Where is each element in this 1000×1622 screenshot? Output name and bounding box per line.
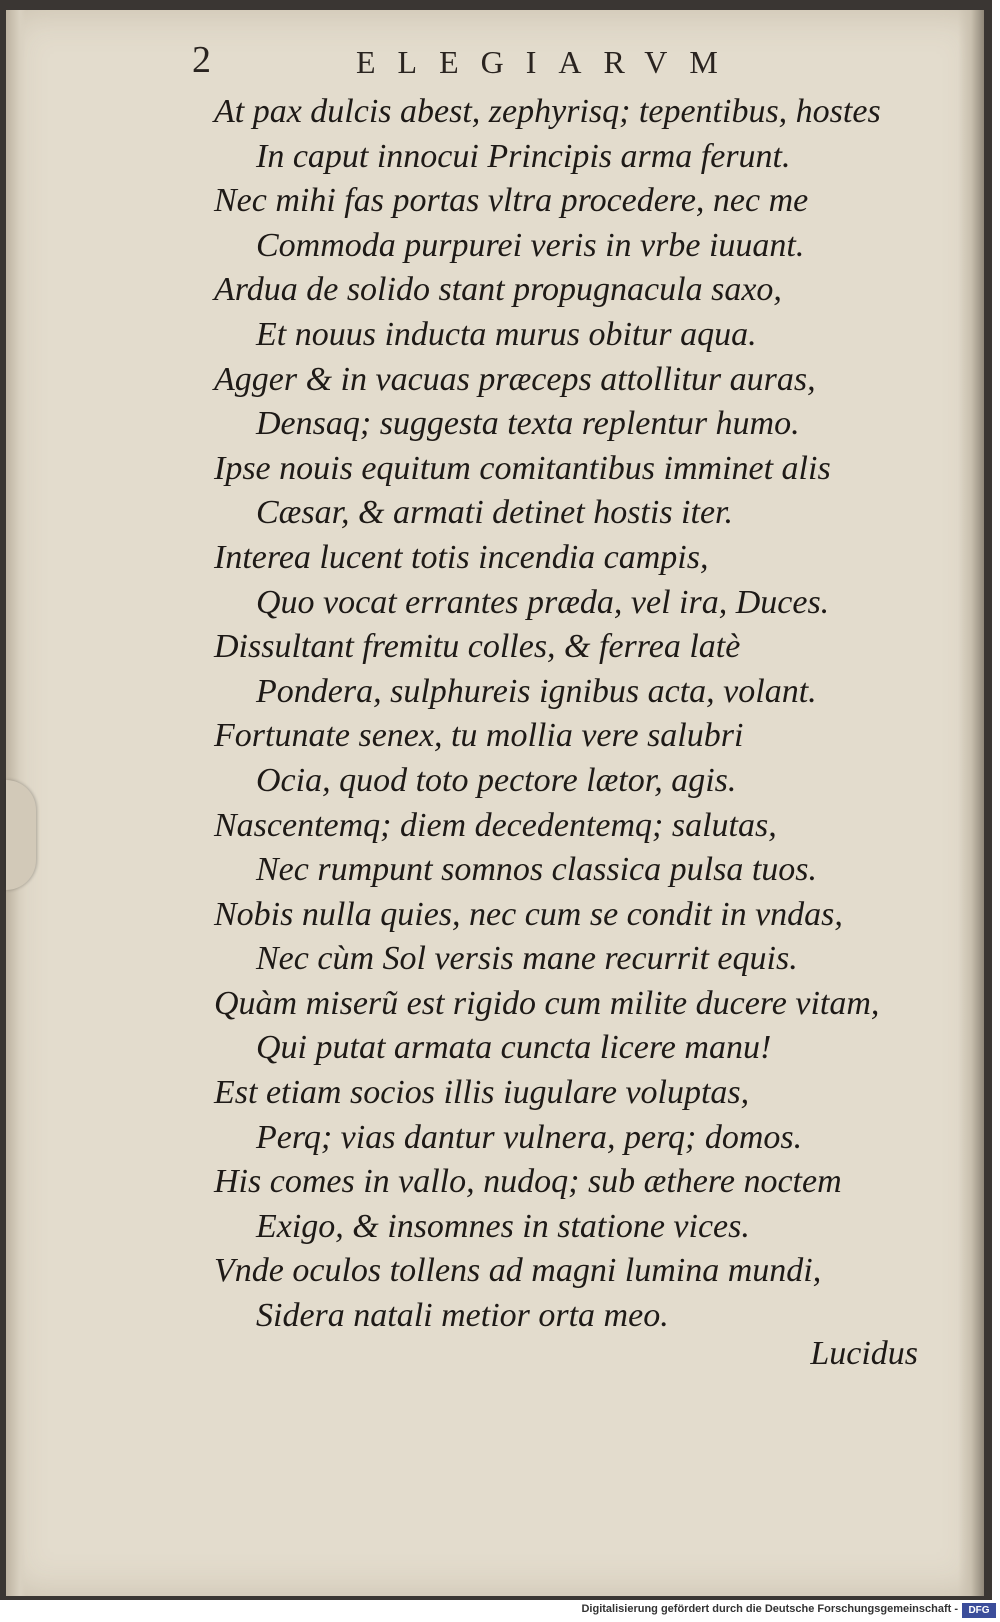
- page-number: 2: [192, 39, 211, 81]
- verse-line-pentameter: Commoda purpurei veris in vrbe iuuant.: [256, 226, 805, 264]
- dfg-logo-icon: DFG: [962, 1603, 996, 1618]
- poem-text: [214, 90, 944, 1339]
- verse-line-hexameter: Vnde oculos tollens ad magni lumina mundi,: [214, 1252, 822, 1290]
- verse-line-pentameter: Densaq; suggesta texta replentur humo.: [256, 405, 800, 443]
- verse-line-pentameter: Pondera, sulphureis ignibus acta, volant.: [256, 672, 817, 710]
- verse-line-pentameter: Perq; vias dantur vulnera, perq; domos.: [256, 1118, 803, 1156]
- verse-line-hexameter: Ipse nouis equitum comitantibus imminet alis: [214, 449, 831, 487]
- verse-line-hexameter: His comes in vallo, nudoq; sub æthere noctem: [214, 1163, 842, 1201]
- verse-line-pentameter: Exigo, & insomnes in statione vices.: [256, 1207, 750, 1245]
- verse-line-hexameter: Quàm miserũ est rigido cum milite ducere vitam,: [214, 984, 880, 1022]
- funding-credit: Digitalisierung gefördert durch die Deutsche Forschungsgemeinschaft -: [581, 1603, 958, 1615]
- footer-credit: [0, 1600, 1000, 1622]
- verse-line-pentameter: Sidera natali metior orta meo.: [256, 1297, 669, 1335]
- verse-line-pentameter: Nec cùm Sol versis mane recurrit equis.: [256, 940, 798, 978]
- verse-line-hexameter: Interea lucent totis incendia campis,: [214, 538, 709, 576]
- verse-line-pentameter: Et nouus inducta murus obitur aqua.: [256, 315, 757, 353]
- verse-line-pentameter: Quo vocat errantes præda, vel ira, Duces.: [256, 583, 830, 621]
- catchword: Lucidus: [810, 1335, 918, 1372]
- verse-line-hexameter: Agger & in vacuas præceps attollitur auras,: [214, 360, 816, 398]
- verse-line-hexameter: At pax dulcis abest, zephyrisq; tepentibus, hostes: [214, 93, 881, 130]
- verse-line-hexameter: Nec mihi fas portas vltra procedere, nec me: [214, 182, 809, 220]
- page-tab: [6, 780, 36, 890]
- verse-line-hexameter: Nobis nulla quies, nec cum se condit in vndas,: [214, 895, 843, 933]
- page-header: [6, 32, 984, 82]
- page-edge: [958, 10, 984, 1596]
- verse-line-hexameter: Est etiam socios illis iugulare voluptas,: [214, 1074, 750, 1112]
- running-head: ELEGIARVM: [356, 44, 740, 80]
- verse-line-pentameter: In caput innocui Principis arma ferunt.: [256, 137, 791, 175]
- verse-line-hexameter: Dissultant fremitu colles, & ferrea latè: [214, 628, 741, 666]
- verse-line-pentameter: Qui putat armata cuncta licere manu!: [256, 1029, 772, 1067]
- verse-line-hexameter: Ardua de solido stant propugnacula saxo,: [214, 271, 782, 309]
- book-page: [6, 10, 984, 1596]
- verse-line-pentameter: Ocia, quod toto pectore lætor, agis.: [256, 761, 737, 799]
- verse-line-hexameter: Nascentemq; diem decedentemq; salutas,: [214, 806, 777, 844]
- verse-line-pentameter: Cæsar, & armati detinet hostis iter.: [256, 494, 733, 532]
- verse-line-pentameter: Nec rumpunt somnos classica pulsa tuos.: [256, 851, 817, 889]
- verse-line-hexameter: Fortunate senex, tu mollia vere salubri: [214, 717, 744, 755]
